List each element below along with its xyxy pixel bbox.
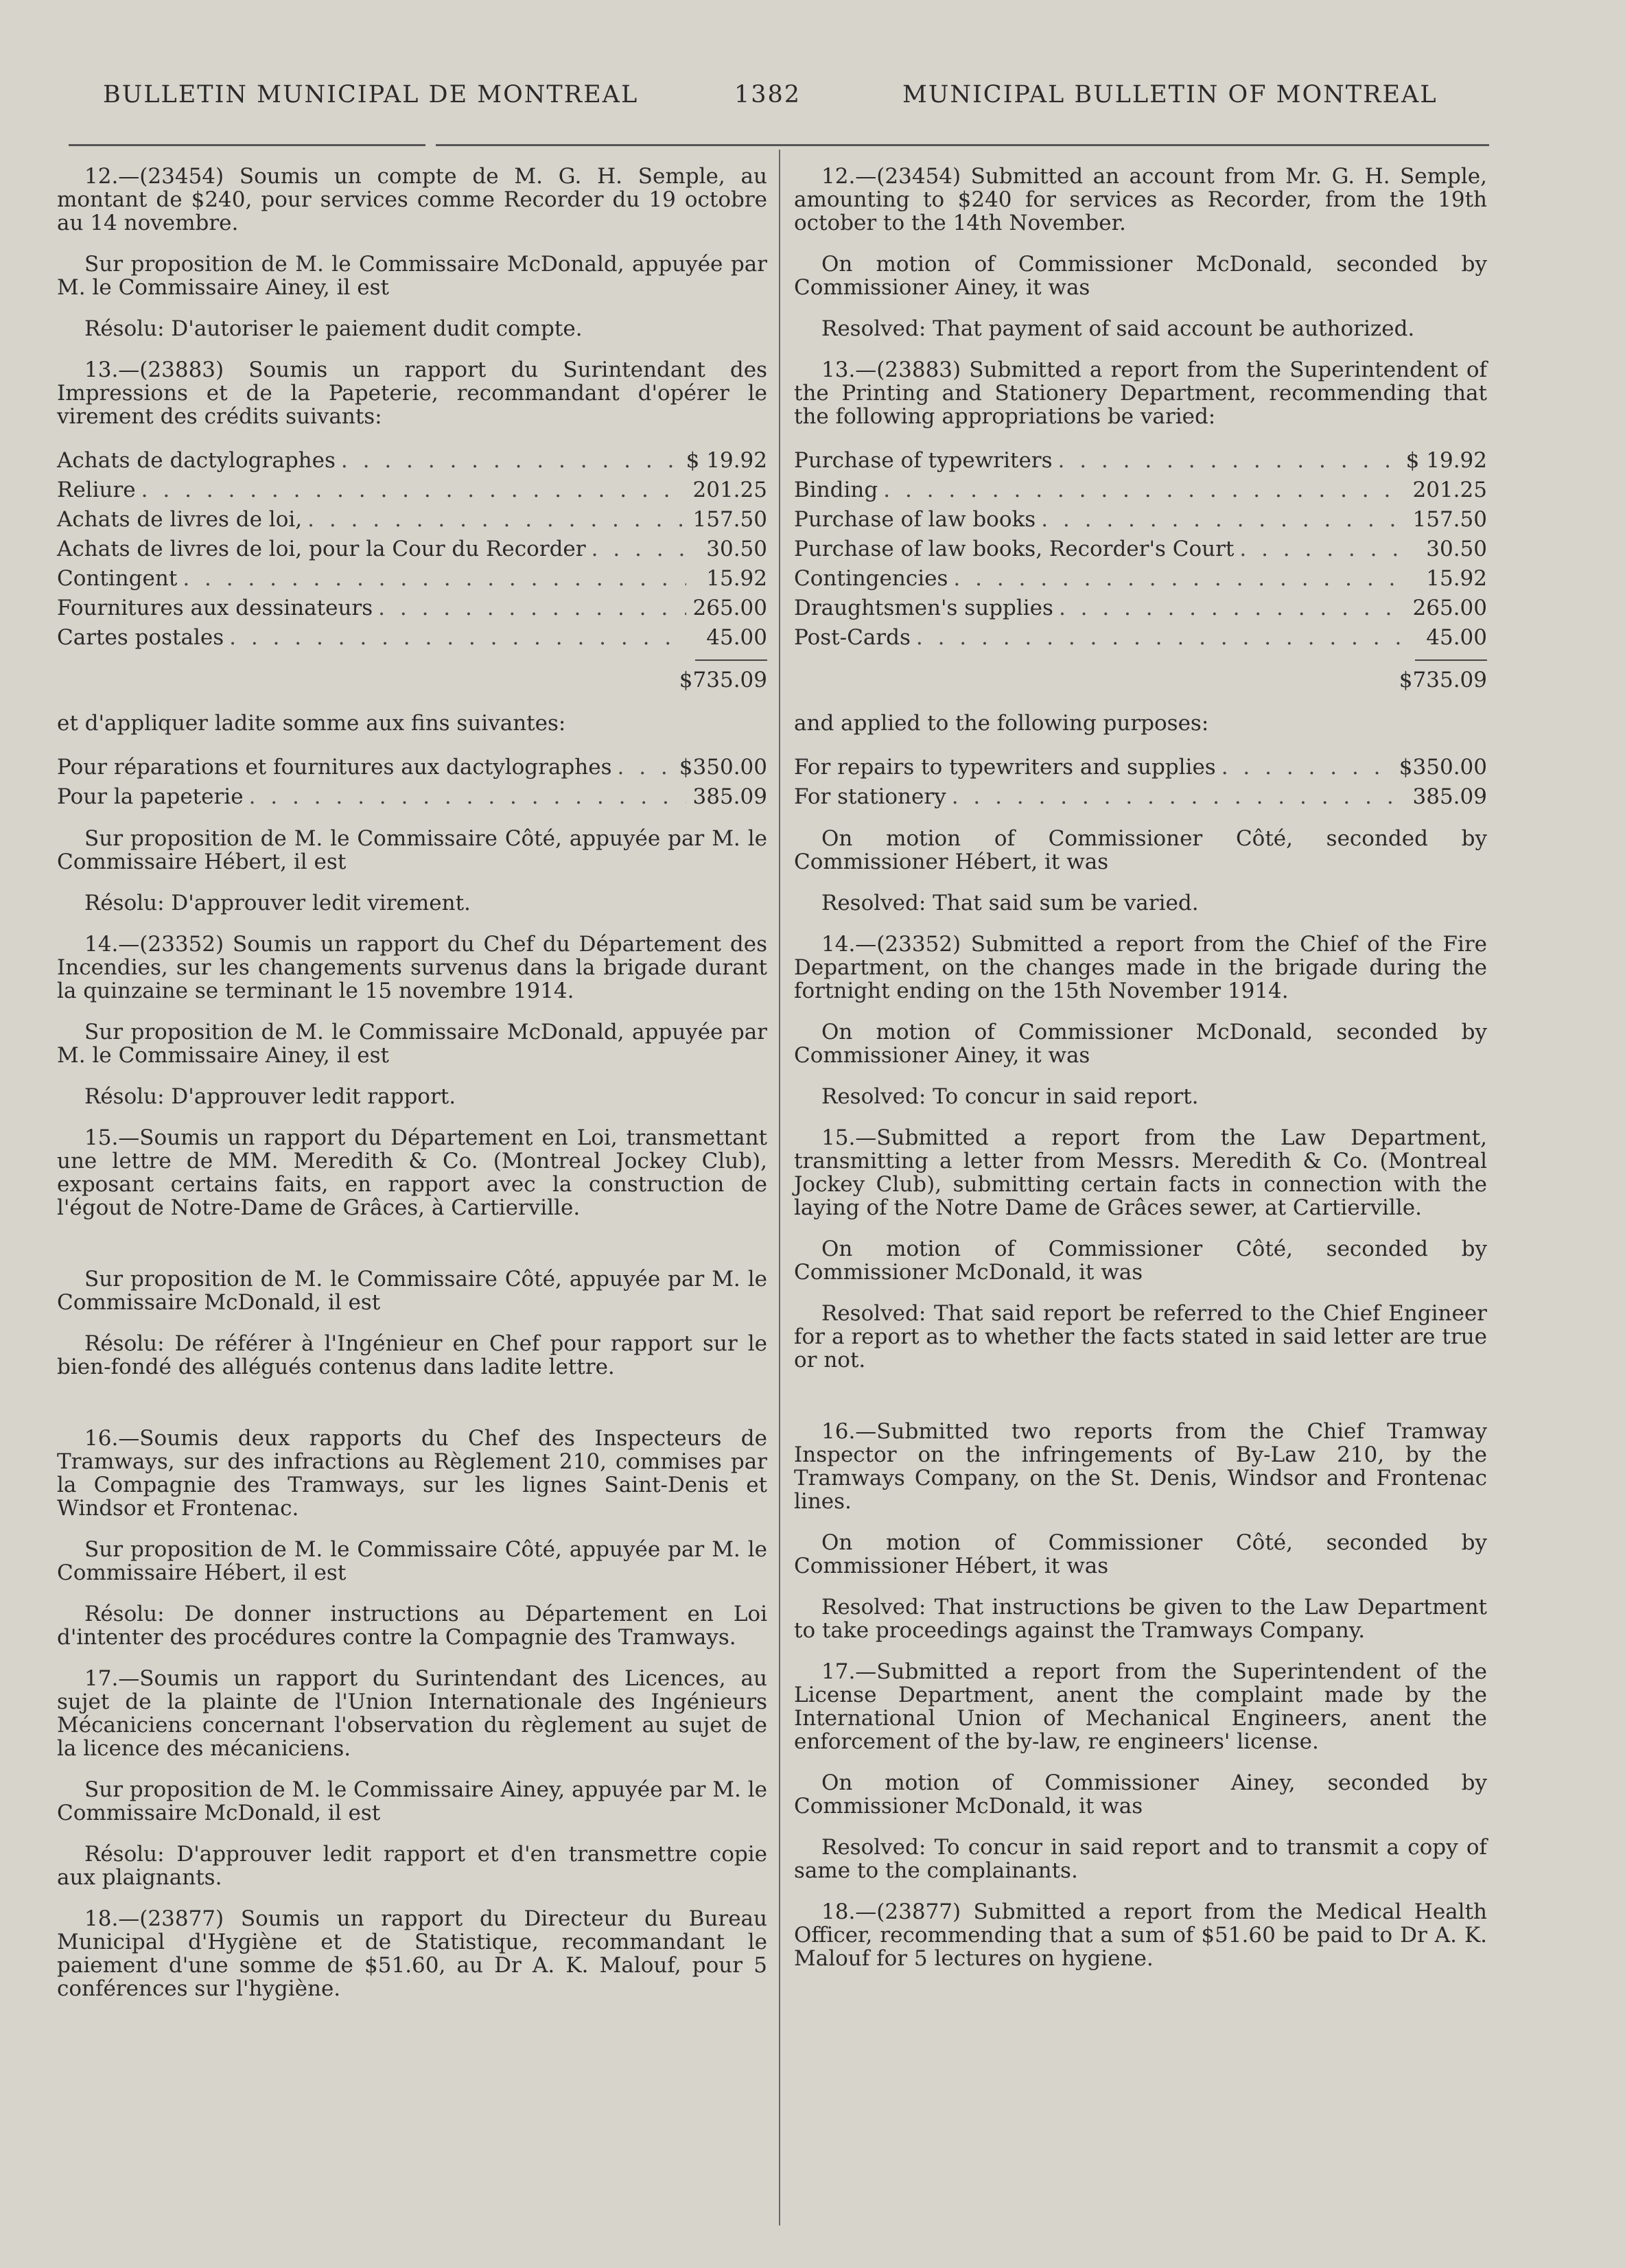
- en-item12-motion: On motion of Commissioner McDonald, seconded by Commissioner Ainey, it was: [794, 252, 1487, 300]
- header-rule-left: [69, 144, 425, 146]
- header-english-title: MUNICIPAL BULLETIN OF MONTREAL: [902, 81, 1438, 108]
- en-item13-resolved: Resolved: That said sum be varied.: [821, 891, 1199, 915]
- en-item15-motion: On motion of Commissioner Côté, seconded by Commissioner McDonald, it was: [794, 1237, 1487, 1285]
- fr-item17-resolved: Résolu: D'approuver ledit rapport et d'en transmettre copie aux plaignants.: [57, 1842, 767, 1890]
- fr-item13-ledger: [57, 446, 767, 694]
- ledger-row: Reliure . . . 201.25: [57, 476, 767, 505]
- en-item15-text: 15.—Submitted a report from the Law Department, transmitting a letter from Messrs. Meredith & Co. (Montreal Jockey Club), submitting certain facts in connection with the laying of the Notre Dame de Grâces sewer, at Cartierville.: [794, 1125, 1487, 1220]
- en-item17-text: 17.—Submitted a report from the Superintendent of the License Department, anent the complaint made by the International Union of Mechanical Engineers, anent the enforcement of the by-law, re engineers' license.: [794, 1659, 1487, 1754]
- en-item16-resolved: Resolved: That instructions be given to the Law Department to take proceedings against the Tramways Company.: [794, 1595, 1487, 1643]
- en-item13-text: 13.—(23883) Submitted a report from the Superintendent of the Printing and Stationery Department, recommending that the following appropriations be varied:: [794, 358, 1487, 429]
- ledger-row: Achats de dactylographes . . . $ 19.92: [57, 446, 767, 476]
- en-item12-text: 12.—(23454) Submitted an account from Mr. G. H. Semple, amounting to $240 for services as Recorder, from the 19th october to the 14th November.: [794, 164, 1487, 235]
- en-item13-purposes: [794, 753, 1487, 812]
- fr-item17-text: 17.—Soumis un rapport du Surintendant des Licences, au sujet de la plainte de l'Union Internationale des Ingénieurs Mécaniciens concernant l'observation du règlement au sujet de la licence des mécaniciens.: [57, 1666, 767, 1761]
- en-item17-motion: On motion of Commissioner Ainey, seconded by Commissioner McDonald, it was: [794, 1770, 1487, 1819]
- page-number: 1382: [734, 81, 802, 108]
- en-item15-resolved: Resolved: That said report be referred to the Chief Engineer for a report as to whether the facts stated in said letter are true or not.: [794, 1301, 1487, 1372]
- fr-item12-motion: Sur proposition de M. le Commissaire McDonald, appuyée par M. le Commissaire Ainey, il est: [57, 252, 767, 300]
- en-item16-motion: On motion of Commissioner Côté, seconded by Commissioner Hébert, it was: [794, 1530, 1487, 1578]
- fr-item13-motion: Sur proposition de M. le Commissaire Côté, appuyée par M. le Commissaire Hébert, il est: [57, 826, 767, 874]
- en-item13-motion: On motion of Commissioner Côté, seconded by Commissioner Hébert, it was: [794, 826, 1487, 874]
- ledger-row: Pour réparations et fournitures aux dactylographes . . . $350.00: [57, 753, 767, 782]
- header-rule-right: [436, 144, 1489, 146]
- fr-item15-resolved: Résolu: De référer à l'Ingénieur en Chef pour rapport sur le bien-fondé des allégués contenus dans ladite lettre.: [57, 1331, 767, 1379]
- ledger-row: Fournitures aux dessinateurs . . . 265.00: [57, 594, 767, 623]
- fr-item16-motion: Sur proposition de M. le Commissaire Côté, appuyée par M. le Commissaire Hébert, il est: [57, 1537, 767, 1585]
- ledger-row: For repairs to typewriters and supplies . . . $350.00: [794, 753, 1487, 782]
- fr-item14-text: 14.—(23352) Soumis un rapport du Chef du Département des Incendies, sur les changements survenus dans la brigade durant la quinzaine se terminant le 15 novembre 1914.: [57, 932, 767, 1003]
- fr-item17-motion: Sur proposition de M. le Commissaire Ainey, appuyée par M. le Commissaire McDonald, il est: [57, 1777, 767, 1825]
- fr-item14-resolved: Résolu: D'approuver ledit rapport.: [84, 1084, 456, 1109]
- en-item13-total: $735.09: [1399, 668, 1487, 692]
- header-french-title: BULLETIN MUNICIPAL DE MONTREAL: [103, 81, 639, 108]
- en-item12-resolved: Resolved: That payment of said account be authorized.: [821, 316, 1415, 341]
- en-item17-resolved: Resolved: To concur in said report and to transmit a copy of same to the complainants.: [794, 1835, 1487, 1883]
- en-item13-ledger: [794, 446, 1487, 694]
- ledger-row: Pour la papeterie . . . 385.09: [57, 782, 767, 812]
- fr-item16-resolved: Résolu: De donner instructions au Département en Loi d'intenter des procédures contre la Compagnie des Tramways.: [57, 1602, 767, 1650]
- ledger-row: Achats de livres de loi, . . . 157.50: [57, 505, 767, 535]
- ledger-row: For stationery . . . 385.09: [794, 782, 1487, 812]
- fr-item18-text: 18.—(23877) Soumis un rapport du Directeur du Bureau Municipal d'Hygiène et de Statistique, recommandant le paiement d'une somme de $51.60, au Dr A. K. Malouf, pour 5 conférences sur l'hygiène.: [57, 1906, 767, 2001]
- en-item13-apply: and applied to the following purposes:: [794, 711, 1209, 736]
- fr-item13-text: 13.—(23883) Soumis un rapport du Surintendant des Impressions et de la Papeterie, recommandant d'opérer le virement des crédits suivants:: [57, 358, 767, 429]
- ledger-row: Purchase of typewriters . . . $ 19.92: [794, 446, 1487, 476]
- fr-item13-purposes: [57, 753, 767, 812]
- ledger-row: Binding . . . 201.25: [794, 476, 1487, 505]
- en-item14-text: 14.—(23352) Submitted a report from the Chief of the Fire Department, on the changes made in the brigade during the fortnight ending on the 15th November 1914.: [794, 932, 1487, 1003]
- french-column: [57, 165, 767, 2018]
- fr-item13-apply: et d'appliquer ladite somme aux fins suivantes:: [57, 711, 566, 736]
- ledger-row: Cartes postales . . . 45.00: [57, 623, 767, 653]
- fr-item15-motion: Sur proposition de M. le Commissaire Côté, appuyée par M. le Commissaire McDonald, il est: [57, 1267, 767, 1315]
- ledger-row: Draughtsmen's supplies . . . 265.00: [794, 594, 1487, 623]
- fr-item13-total: $735.09: [679, 668, 767, 692]
- fr-item14-motion: Sur proposition de M. le Commissaire McDonald, appuyée par M. le Commissaire Ainey, il est: [57, 1020, 767, 1068]
- ledger-row: Post-Cards . . . 45.00: [794, 623, 1487, 653]
- fr-item12-resolved: Résolu: D'autoriser le paiement dudit compte.: [84, 316, 583, 341]
- ledger-row: Contingent . . . 15.92: [57, 564, 767, 594]
- en-item18-text: 18.—(23877) Submitted a report from the Medical Health Officer, recommending that a sum of $51.60 be paid to Dr A. K. Malouf for 5 lectures on hygiene.: [794, 1899, 1487, 1971]
- ledger-row: Purchase of law books, Recorder's Court . . . 30.50: [794, 535, 1487, 564]
- ledger-total-rule: [695, 659, 767, 661]
- fr-item16-text: 16.—Soumis deux rapports du Chef des Inspecteurs de Tramways, sur des infractions au Règlement 210, commises par la Compagnie des Tramways, sur les lignes Saint-Denis et Windsor et Frontenac.: [57, 1426, 767, 1521]
- fr-item15-text: 15.—Soumis un rapport du Département en Loi, transmettant une lettre de MM. Meredith & Co. (Montreal Jockey Club), exposant certains faits, en rapport avec la construction de l'égout de Notre-Dame de Grâces, à Cartierville.: [57, 1125, 767, 1220]
- column-divider: [779, 150, 780, 2225]
- en-item14-resolved: Resolved: To concur in said report.: [821, 1084, 1199, 1109]
- ledger-total-rule: [1415, 659, 1487, 661]
- fr-item12-text: 12.—(23454) Soumis un compte de M. G. H. Semple, au montant de $240, pour services comme Recorder du 19 octobre au 14 novembre.: [57, 164, 767, 235]
- ledger-row: Contingencies . . . 15.92: [794, 564, 1487, 594]
- en-item16-text: 16.—Submitted two reports from the Chief Tramway Inspector on the infringements of By-Law 210, by the Tramways Company, on the St. Denis, Windsor and Frontenac lines.: [794, 1419, 1487, 1514]
- ledger-row: Purchase of law books . . . 157.50: [794, 505, 1487, 535]
- ledger-row: Achats de livres de loi, pour la Cour du Recorder . . . 30.50: [57, 535, 767, 564]
- en-item14-motion: On motion of Commissioner McDonald, seconded by Commissioner Ainey, it was: [794, 1020, 1487, 1068]
- page-header: [93, 81, 1493, 122]
- english-column: [794, 165, 1487, 1988]
- fr-item13-resolved: Résolu: D'approuver ledit virement.: [84, 891, 471, 915]
